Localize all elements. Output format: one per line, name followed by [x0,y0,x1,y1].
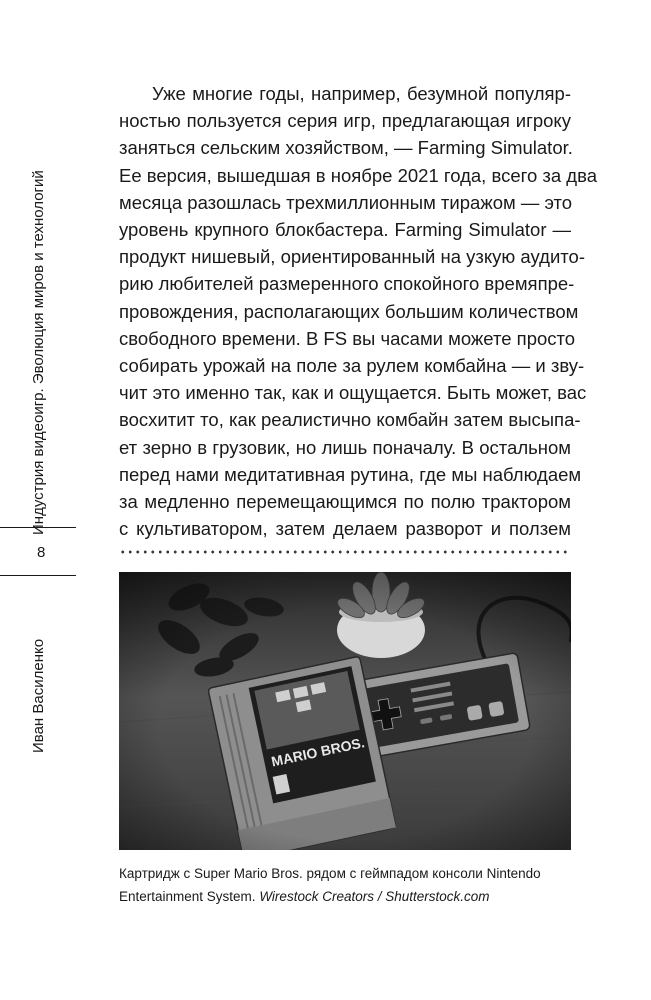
caption-credit: Wirestock Creators / Shutterstock.com [259,889,490,904]
text-line: рию любителей размеренного спокойного времяпре- [119,273,575,295]
text-line: продукт нишевый, ориентированный на узкую аудито- [119,246,585,268]
text-line: заняться сельским хозяйством, — Farming Simulator. [119,137,573,159]
header-rule-top [0,527,76,528]
text-line: месяца разошлась трехмиллионным тиражом — это [119,191,573,213]
text-line: свободного времени. В FS вы часами можете просто [119,327,576,349]
text-line: с культиватором, затем делаем разворот и ползем [119,518,571,540]
text-line: Уже многие годы, например, безумной популяр- [152,83,571,104]
running-header-author: Иван Василенко [30,638,47,753]
text-line: уровень крупного блокбастера. Farming Simulator — [119,219,571,241]
text-line: Ее версия, вышедшая в ноябре 2021 года, всего за два [119,164,598,186]
text-line: за медленно перемещающимся по полю трактором [119,491,571,513]
text-line: восхитит то, как реалистично комбайн затем высыпа- [119,409,581,431]
text-line: ет зерно в грузовик, но лишь поначалу. В остальном [119,436,571,458]
running-header-book-title: Индустрия видеоигр. Эволюция миров и технологий [30,170,47,535]
photo-nes-cartridge-and-gamepad [119,572,571,850]
figure-caption [119,862,571,908]
body-paragraph [119,80,598,542]
dotted-separator [119,549,571,555]
text-line: провождения, располагающих большим количеством [119,300,579,322]
text-line: перед нами медитативная рутина, где мы наблюдаем [119,463,582,485]
text-line: ностью пользуется серия игр, предлагающая игроку [119,110,571,132]
page-number: 8 [37,544,46,561]
text-line: чит это именно так, как и ощущается. Быть может, вас [119,382,587,404]
header-rule-bottom [0,575,76,576]
text-line: собирать урожай на поле за рулем комбайна — и зву- [119,355,585,377]
caption-text: Картридж с Super Mario Bros. рядом с геймпадом консоли Nintendo Entertainment System. [119,866,541,904]
